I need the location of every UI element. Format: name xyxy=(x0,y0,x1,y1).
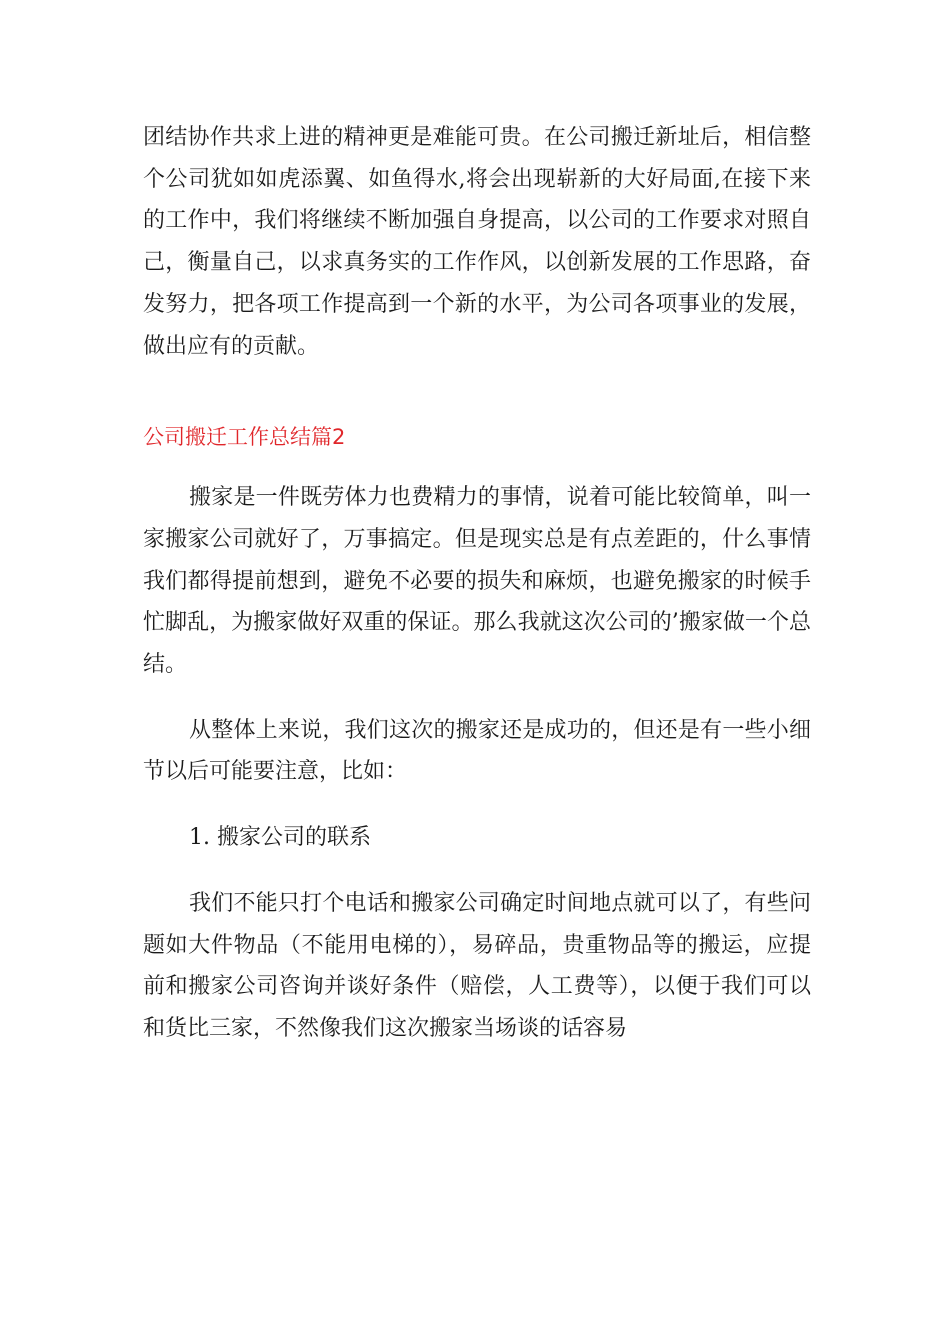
document-body xyxy=(143,117,811,1050)
section-heading: 公司搬迁工作总结篇2 xyxy=(143,425,346,450)
paragraph-overall-assessment: 从整体上来说，我们这次的搬家还是成功的，但还是有一些小细节以后可能要注意，比如： xyxy=(143,717,811,785)
list-item-moving-company-contact: 1. 搬家公司的联系 xyxy=(189,825,371,851)
paragraph-moving-overview: 搬家是一件既劳体力也费精力的事情，说着可能比较简单，叫一家搬家公司就好了，万事搞定。但是现实总是有点差距的，什么事情我们都得提前想到，避免不必要的损失和麻烦，也避免搬家的时候手忙脚乱，为搬家做好双重的保证。那么我就这次公司的’搬家做一个总结。 xyxy=(143,485,811,678)
intro-paragraph: 团结协作共求上进的精神更是难能可贵。在公司搬迁新址后，相信整个公司犹如如虎添翼、如鱼得水,将会出现崭新的大好局面,在接下来的工作中，我们将继续不断加强自身提高，以公司的工作要求对照自己，衡量自己，以求真务实的工作作风，以创新发展的工作思路，奋发努力，把各项工作提高到一个新的水平，为公司各项事业的发展，做出应有的贡献。 xyxy=(143,125,811,359)
paragraph-moving-company-details: 我们不能只打个电话和搬家公司确定时间地点就可以了，有些问题如大件物品（不能用电梯的），易碎品，贵重物品等的搬运，应提前和搬家公司咨询并谈好条件（赔偿，人工费等），以便于我们可以和货比三家，不然像我们这次搬家当场谈的话容易 xyxy=(143,890,811,1041)
